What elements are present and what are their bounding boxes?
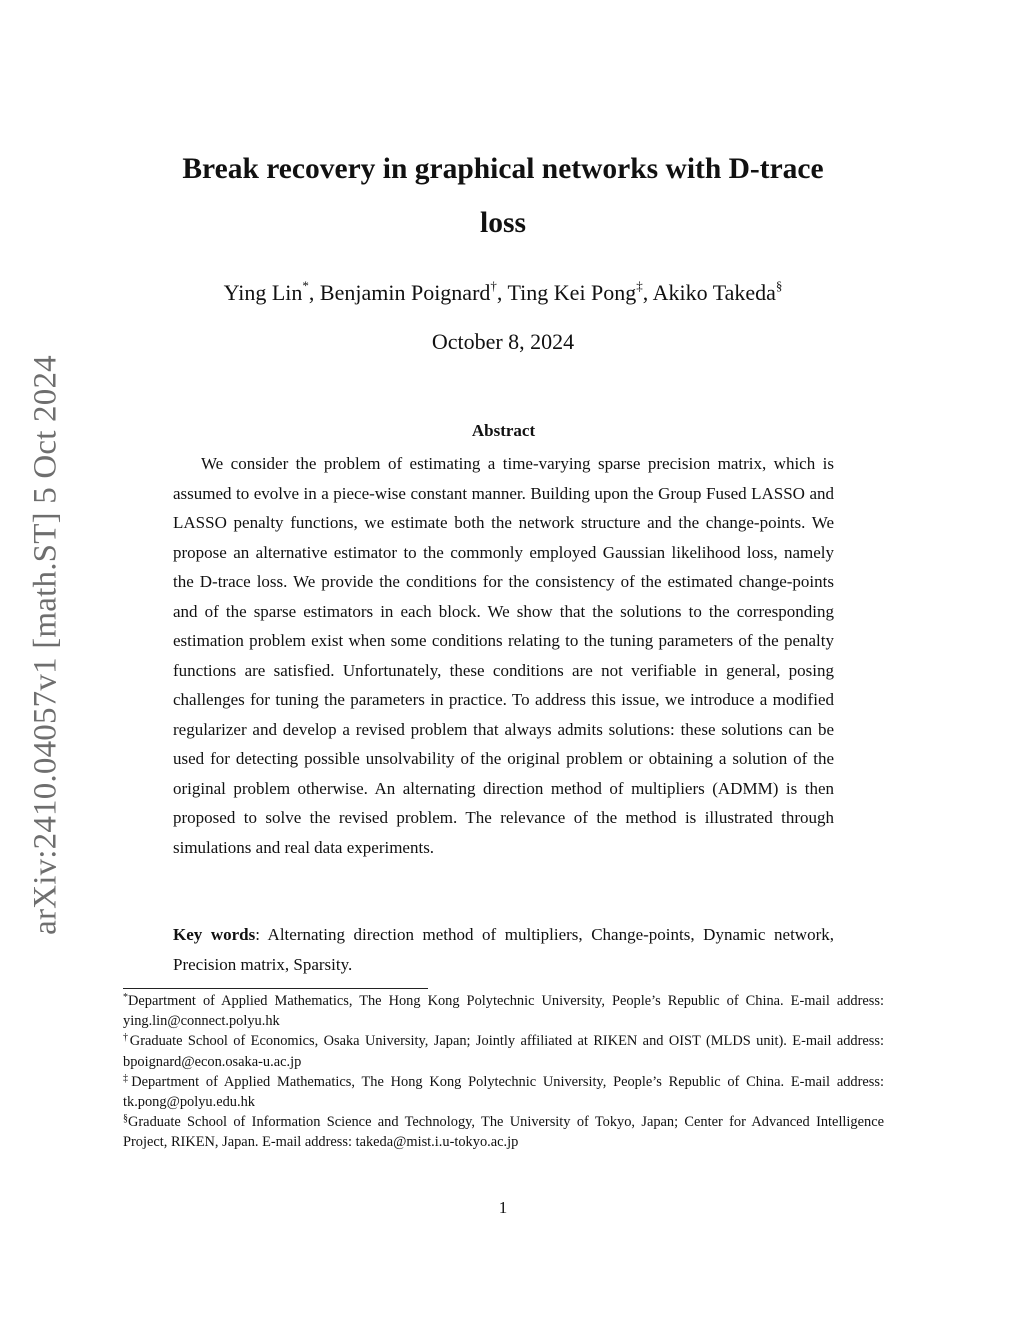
footnote <box>123 1072 884 1112</box>
footnote-text: Graduate School of Economics, Osaka University, Japan; Jointly affiliated at RIKEN and OIST (MLDS unit). E-mail address: bpoignard@econ.osaka-u.ac.jp <box>123 1033 884 1070</box>
footnote <box>123 1031 884 1071</box>
author-name: Ting Kei Pong <box>507 280 637 305</box>
footnote-text: Department of Applied Mathematics, The Hong Kong Polytechnic University, People’s Republic of China. E-mail address: tk.pong@polyu.edu.hk <box>123 1073 884 1111</box>
author-name: Ying Lin <box>223 280 303 305</box>
arxiv-identifier: arXiv:2410.04057v1 [math.ST] 5 Oct 2024 <box>27 355 64 935</box>
footnote-rule <box>123 988 428 989</box>
page-number: 1 <box>498 1198 508 1217</box>
abstract-heading: Abstract <box>471 421 536 440</box>
keywords-label: Key words <box>173 925 256 944</box>
keywords-text: : Alternating direction method of multipliers, Change-points, Dynamic network, Precision matrix, Sparsity. <box>173 925 834 974</box>
footnote <box>123 1112 884 1152</box>
footnote <box>123 991 884 1031</box>
author-list: Ying Lin*, Benjamin Poignard†, Ting Kei Pong‡, Akiko Takeda§ <box>223 278 783 305</box>
author-name: Akiko Takeda <box>652 280 776 305</box>
author-footnote-mark[interactable]: § <box>775 278 783 293</box>
paper-title <box>120 142 886 250</box>
footnote-mark: * <box>123 992 128 1003</box>
footnote-text: Graduate School of Information Science and Technology, The University of Tokyo, Japan; Center for Advanced Intelligence Project, RIKEN, Japan. E-mail address: takeda@mist.i.u-tokyo.ac.jp <box>123 1114 884 1151</box>
footnote-mark: † <box>123 1032 130 1044</box>
abstract-body: We consider the problem of estimating a time-varying sparse precision matrix, which is assumed to evolve in a piece-wise constant manner. Building upon the Group Fused LASSO and LASSO penalty functions, we estimate both the network structure and the change-points. We propose an alternative estimator to the commonly employed Gaussian likelihood loss, namely the D-trace loss. We provide the conditions for the consistency of the estimated change-points and of the sparse estimators in each block. We show that the solutions to the corresponding estimation problem exist when some conditions relating to the tuning parameters of the penalty functions are satisfied. Unfortunately, these conditions are not verifiable in general, posing challenges for tuning the parameters in practice. To address this issue, we introduce a modified regularizer and develop a revised problem that always admits solutions: these solutions can be used for detecting possible unsolvability of the original problem or obtaining a solution of the original problem otherwise. An alternating direction method of multipliers (ADMM) is then proposed to solve the revised problem. The relevance of the method is illustrated through simulations and real data experiments. <box>173 454 834 857</box>
title-line-2: loss <box>480 207 526 239</box>
keywords <box>173 920 834 979</box>
footnotes <box>123 991 884 1153</box>
footnote-mark: § <box>123 1113 128 1125</box>
title-line-1: Break recovery in graphical networks with D-trace <box>182 153 824 185</box>
footnote-mark: ‡ <box>123 1072 132 1084</box>
publication-date: October 8, 2024 <box>431 329 575 354</box>
author-footnote-mark[interactable]: † <box>490 278 497 293</box>
author-footnote-mark[interactable]: * <box>302 278 309 293</box>
author-footnote-mark[interactable]: ‡ <box>636 278 643 293</box>
author-name: Benjamin Poignard <box>319 280 491 305</box>
footnote-text: Department of Applied Mathematics, The Hong Kong Polytechnic University, People’s Republic of China. E-mail address: ying.lin@connect.polyu.hk <box>123 993 884 1030</box>
